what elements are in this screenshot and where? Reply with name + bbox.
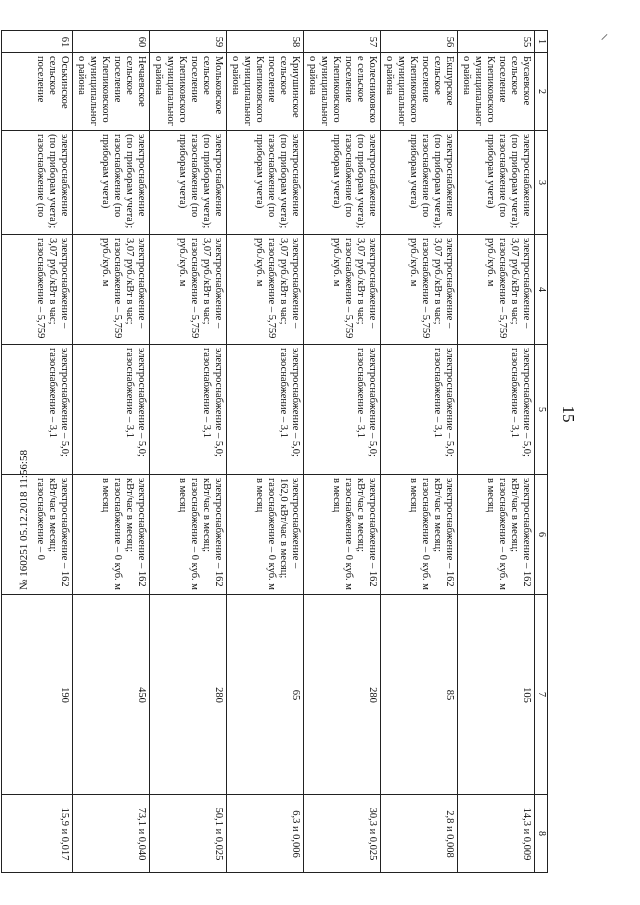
cell-n: 60 [73,31,150,53]
cell-tariffs: электроснабжение – 3,07 руб./кВт в час; газоснабжение – 5,759 [2,235,73,345]
cell-growth: электроснабжение – 5,0; газоснабжение – 3,1 [458,345,535,475]
cell-tariffs: электроснабжение – 3,07 руб./кВт в час; газоснабжение – 5,759 руб./куб. м [227,235,304,345]
header-row [535,31,548,873]
cell-share: 2,8 и 0,008 [381,795,458,873]
cell-people: 450 [73,595,150,795]
table-body [2,31,535,873]
header-cell-6: 6 [535,475,548,595]
cell-volume: электроснабжение – 162 кВт/час в месяц; газоснабжение – 0 куб. м в месяц [73,475,150,595]
cell-settlement: Мольковское сельское поселение Клепиковского муниципального района [150,53,227,131]
header-cell-2: 2 [535,53,548,131]
cell-n: 61 [2,31,73,53]
table-row [304,31,381,873]
cell-metering: электроснабжение (по приборам учета); газоснабжение (по приборам учета) [73,131,150,235]
cell-volume: электроснабжение – 162 кВт/час в месяц; газоснабжение – 0 куб. м в месяц [150,475,227,595]
table-row [150,31,227,873]
cell-n: 58 [227,31,304,53]
header-cell-8: 8 [535,795,548,873]
document-footer: № 160251 05.12.2018 11:56:58 [18,450,30,590]
cell-share: 6,3 и 0,006 [227,795,304,873]
cell-growth: электроснабжение – 5,0; газоснабжение – 3,1 [73,345,150,475]
cell-settlement: Нечаевское сельское поселение Клепиковского муниципального района [73,53,150,131]
cell-share: 30,3 и 0,025 [304,795,381,873]
document-table-wrapper [1,30,548,872]
cell-tariffs: электроснабжение – 3,07 руб./кВт в час; газоснабжение – 5,759 руб./куб. м [150,235,227,345]
cell-metering: электроснабжение (по приборам учета); газоснабжение (по приборам учета) [304,131,381,235]
cell-metering: электроснабжение (по приборам учета); газоснабжение (по приборам учета) [227,131,304,235]
cell-settlement: Оськинское сельское поселение [2,53,73,131]
cell-metering: электроснабжение (по приборам учета); газоснабжение (по [2,131,73,235]
cell-settlement: Криушинское сельское поселение Клепиковского муниципального района [227,53,304,131]
table-row [227,31,304,873]
cell-share: 14,3 и 0,009 [458,795,535,873]
cell-people: 65 [227,595,304,795]
cell-growth: электроснабжение – 5,0; газоснабжение – 3,1 [2,345,73,475]
header-cell-1: 1 [535,31,548,53]
table-row [2,31,73,873]
cell-growth: электроснабжение – 5,0; газоснабжение – 3,1 [227,345,304,475]
cell-n: 55 [458,31,535,53]
cell-people: 105 [458,595,535,795]
cell-n: 59 [150,31,227,53]
cell-metering: электроснабжение (по приборам учета); газоснабжение (по приборам учета) [150,131,227,235]
cell-n: 56 [381,31,458,53]
cell-growth: электроснабжение – 5,0; газоснабжение – 3,1 [150,345,227,475]
cell-settlement: Бусаевское сельское поселение Клепиковского муниципального района [458,53,535,131]
header-cell-7: 7 [535,595,548,795]
cell-tariffs: электроснабжение – 3,07 руб./кВт в час; газоснабжение – 5,759 руб./куб. м [458,235,535,345]
header-cell-5: 5 [535,345,548,475]
table-row [73,31,150,873]
cell-share: 15,9 и 0,017 [2,795,73,873]
cell-people: 280 [150,595,227,795]
cell-people: 190 [2,595,73,795]
cell-tariffs: электроснабжение – 3,07 руб./кВт в час; газоснабжение – 5,759 руб./куб. м [381,235,458,345]
cell-volume: электроснабжение – 162 кВт/час в месяц; газоснабжение – 0 куб. м в месяц [304,475,381,595]
cell-growth: электроснабжение – 5,0; газоснабжение – 3,1 [381,345,458,475]
cell-tariffs: электроснабжение – 3,07 руб./кВт в час; газоснабжение – 5,759 руб./куб. м [304,235,381,345]
table-row [458,31,535,873]
cell-volume: электроснабжение – 162 кВт/час в месяц; газоснабжение – 0 куб. м в месяц [381,475,458,595]
cell-people: 280 [304,595,381,795]
cell-metering: электроснабжение (по приборам учета); газоснабжение (по приборам учета) [458,131,535,235]
cell-settlement: Екшурское сельское поселение Клепиковского муниципального района [381,53,458,131]
table-row [381,31,458,873]
tariff-table [1,30,548,873]
cell-tariffs: электроснабжение – 3,07 руб./кВт в час; газоснабжение – 5,759 руб./куб. м [73,235,150,345]
cell-volume: электроснабжение – 162,0 кВт/час в месяц; газоснабжение – 0 куб. м в месяц [227,475,304,595]
cell-volume: электроснабжение – 162 кВт/час в месяц; газоснабжение – 0 [2,475,73,595]
cell-people: 85 [381,595,458,795]
corner-mark: ⸌ [592,32,610,42]
cell-share: 50,1 и 0,025 [150,795,227,873]
cell-volume: электроснабжение – 162 кВт/час в месяц; газоснабжение – 0 куб. м в месяц [458,475,535,595]
header-cell-3: 3 [535,131,548,235]
cell-growth: электроснабжение – 5,0; газоснабжение – 3,1 [304,345,381,475]
cell-n: 57 [304,31,381,53]
cell-settlement: Колесниковское сельское поселение Клепиковского муниципального района [304,53,381,131]
page-number: 15 [559,405,578,423]
header-cell-4: 4 [535,235,548,345]
cell-share: 73,1 и 0,040 [73,795,150,873]
cell-metering: электроснабжение (по приборам учета); газоснабжение (по приборам учета) [381,131,458,235]
